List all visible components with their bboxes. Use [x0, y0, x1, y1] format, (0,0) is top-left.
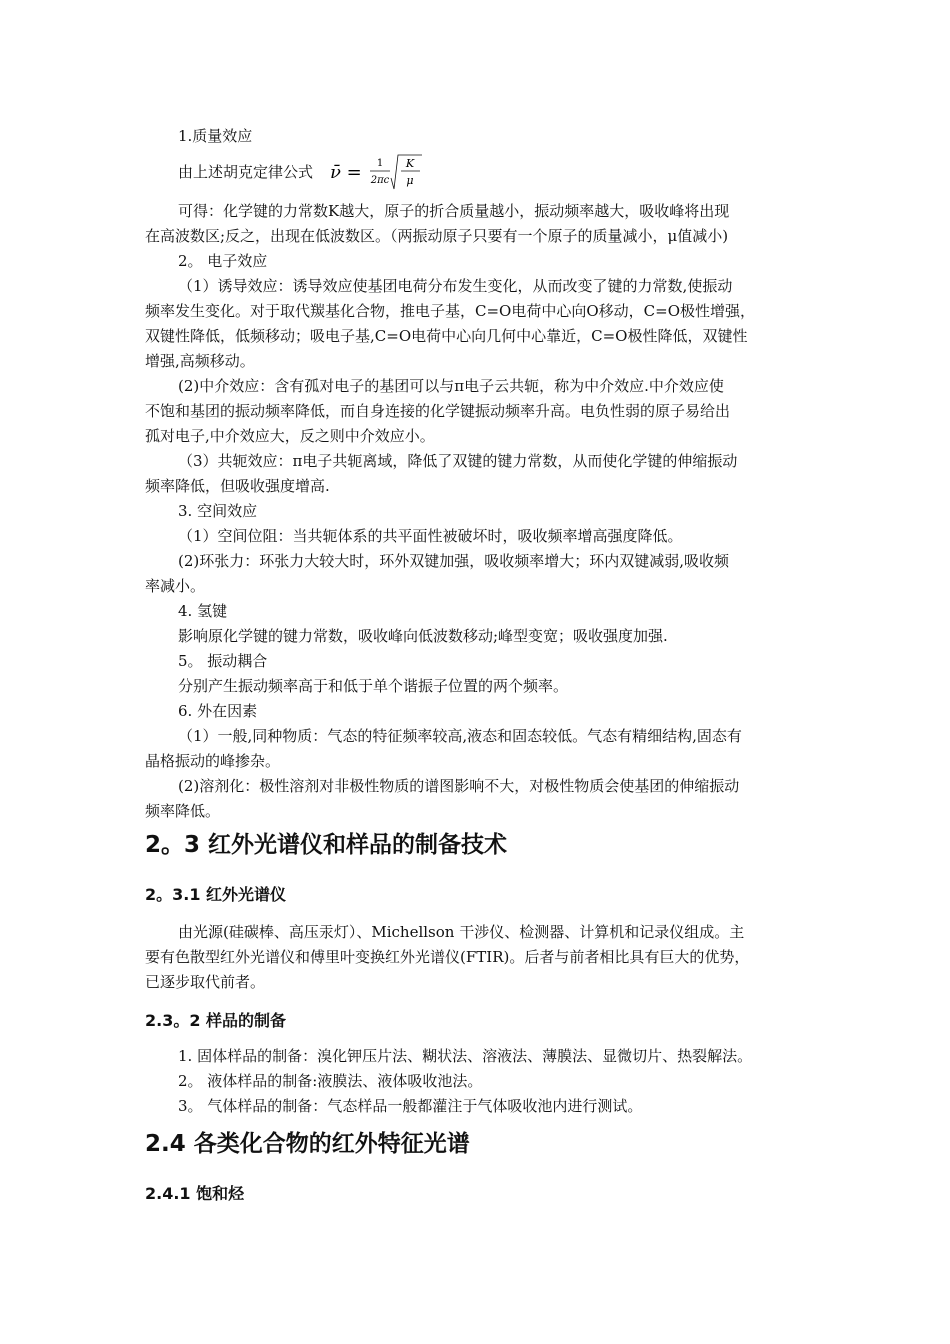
formula-lhs: ν̄ =: [330, 162, 362, 183]
list-item: 3。 气体样品的制备：气态样品一般都灌注于气体吸收池内进行测试。: [178, 1097, 643, 1115]
hooke-law-formula: [330, 151, 425, 193]
subsection-heading-2-3-2: 2.3。2 样品的制备: [145, 1011, 287, 1030]
paragraph-line: 频率降低，但吸收强度增高.: [145, 477, 330, 495]
paragraph-line: 增强,高频移动。: [145, 352, 255, 370]
subsection-heading-2-3-1: 2。3.1 红外光谱仪: [145, 885, 287, 904]
paragraph-line: 晶格振动的峰掺杂。: [145, 752, 281, 770]
paragraph-line: 可得：化学键的力常数K越大，原子的折合质量越小，振动频率越大，吸收峰将出现: [178, 202, 730, 220]
item-electronic-effect: 2。 电子效应: [178, 252, 268, 270]
paragraph-line: (2)中介效应：含有孤对电子的基团可以与π电子云共轭，称为中介效应.中介效应使: [178, 377, 724, 395]
paragraph-line: 影响原化学键的键力常数，吸收峰向低波数移动;峰型变宽；吸收强度加强.: [178, 627, 668, 645]
paragraph-line: 已逐步取代前者。: [145, 973, 266, 991]
item-steric-effect: 3. 空间效应: [178, 502, 258, 520]
paragraph-line: （3）共轭效应：π电子共轭离域，降低了双键的键力常数，从而使化学键的伸缩振动: [178, 452, 738, 470]
paragraph-line: 分别产生振动频率高于和低于单个谐振子位置的两个频率。: [178, 677, 569, 695]
formula-denominator: 2πc: [370, 175, 390, 186]
subsection-heading-2-4-1: 2.4.1 饱和烃: [145, 1184, 245, 1203]
paragraph-line: 双键性降低，低频移动；吸电子基,C=O电荷中心向几何中心靠近，C=O极性降低，双键性: [145, 327, 748, 345]
section-heading-2-4: 2.4 各类化合物的红外特征光谱: [145, 1131, 470, 1157]
paragraph-line: 频率降低。: [145, 802, 221, 820]
hooke-law-intro: 由上述胡克定律公式: [178, 163, 314, 181]
paragraph-line: 不饱和基团的振动频率降低，而自身连接的化学键振动频率升高。电负性弱的原子易给出: [145, 402, 731, 420]
paragraph-line: 率减小。: [145, 577, 206, 595]
paragraph-line: 在高波数区;反之，出现在低波数区。（两振动原子只要有一个原子的质量减小，μ值减小): [145, 227, 729, 245]
item-vibrational-coupling: 5。 振动耦合: [178, 652, 268, 670]
paragraph-line: （1）空间位阻：当共轭体系的共平面性被破坏时，吸收频率增高强度降低。: [178, 527, 683, 545]
paragraph-line: （1）诱导效应：诱导效应使基团电荷分布发生变化，从而改变了键的力常数,使振动: [178, 277, 733, 295]
item-mass-effect: 1.质量效应: [178, 127, 253, 145]
paragraph-line: 由光源(硅碳棒、高压汞灯）、Michellson 干涉仪、检测器、计算机和记录仪组成。主: [178, 923, 745, 941]
paragraph-line: 孤对电子,中介效应大，反之则中介效应小。: [145, 427, 435, 445]
formula-numerator: 1: [376, 158, 384, 169]
list-item: 1. 固体样品的制备：溴化钾压片法、糊状法、溶液法、薄膜法、显微切片、热裂解法。: [178, 1047, 753, 1065]
item-external-factors: 6. 外在因素: [178, 702, 258, 720]
paragraph-line: (2)溶剂化：极性溶剂对非极性物质的谱图影响不大，对极性物质会使基团的伸缩振动: [178, 777, 740, 795]
formula-mu: μ: [406, 174, 414, 187]
formula-k: K: [405, 157, 415, 170]
paragraph-line: 要有色散型红外光谱仪和傅里叶变换红外光谱仪(FTIR)。后者与前者相比具有巨大的优势，: [145, 948, 750, 966]
paragraph-line: （1）一般,同种物质：气态的特征频率较高,液态和固态较低。气态有精细结构,固态有: [178, 727, 742, 745]
list-item: 2。 液体样品的制备:液膜法、液体吸收池法。: [178, 1072, 483, 1090]
item-hydrogen-bond: 4. 氢键: [178, 602, 228, 620]
paragraph-line: (2)环张力：环张力大较大时，环外双键加强，吸收频率增大；环内双键减弱,吸收频: [178, 552, 730, 570]
paragraph-line: 频率发生变化。对于取代羰基化合物，推电子基，C=O电荷中心向O移动，C=O极性增强，: [145, 302, 755, 320]
section-heading-2-3: 2。3 红外光谱仪和样品的制备技术: [145, 832, 508, 858]
